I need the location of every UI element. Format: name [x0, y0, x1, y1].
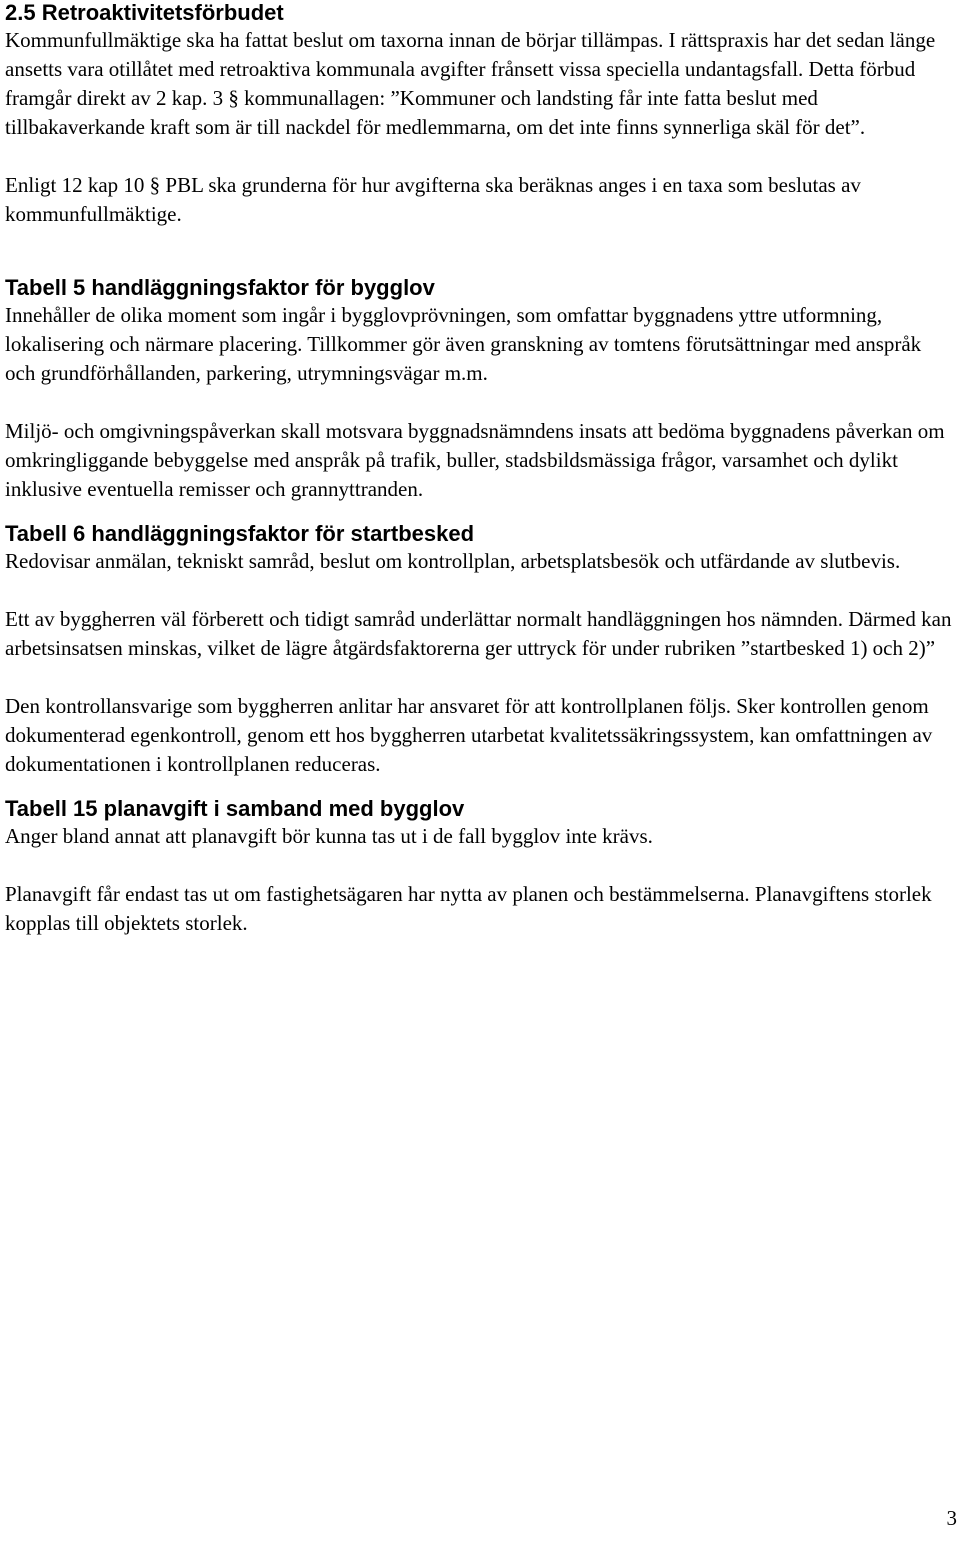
section-heading: 2.5 Retroaktivitetsförbudet	[5, 0, 284, 25]
table5-paragraph-1: Innehåller de olika moment som ingår i bygglovprövningen, som omfattar byggnadens yttre utformning, lokalisering och närmare placering. Tillkommer gör även granskning av tomtens förutsättningar med anspråk och grundförhållanden, parkering, utrymningsvägar m.m.	[5, 303, 922, 385]
table6-paragraph-1: Redovisar anmälan, tekniskt samråd, beslut om kontrollplan, arbetsplatsbesök och utfärdande av slutbevis.	[5, 549, 901, 573]
document-body	[5, 0, 955, 938]
section-paragraph-1: Kommunfullmäktige ska ha fattat beslut om taxorna innan de börjar tillämpas. I rättspraxis har det sedan länge ansetts vara otillåtet med retroaktiva kommunala avgifter frånsett vissa speciella undantagsfall. Detta förbud framgår direkt av 2 kap. 3 § kommunallagen: ”Kommuner och landsting får inte fatta beslut med tillbakaverkande kraft som är till nackdel för medlemmarna, om det inte finns synnerliga skäl för det”.	[5, 28, 936, 139]
table5-paragraph-2: Miljö- och omgivningspåverkan skall motsvara byggnadsnämndens insats att bedöma byggnadens påverkan om omkringliggande bebyggelse med anspråk på trafik, buller, stadsbildsmässiga frågor, varsamhet och dylikt inklusive eventuella remisser och grannyttranden.	[5, 419, 945, 501]
table6-paragraph-3: Den kontrollansvarige som byggherren anlitar har ansvaret för att kontrollplanen följs. Sker kontrollen genom dokumenterad egenkontroll, genom ett hos byggherren utarbetat kvalitetssäkringssystem, kan omfattningen av dokumentationen i kontrollplanen reduceras.	[5, 694, 933, 776]
table6-heading: Tabell 6 handläggningsfaktor för startbesked	[5, 521, 475, 546]
table15-heading: Tabell 15 planavgift i samband med bygglov	[5, 796, 465, 821]
page-number: 3	[946, 1506, 957, 1530]
table5-heading: Tabell 5 handläggningsfaktor för bygglov	[5, 275, 435, 300]
table15-paragraph-2: Planavgift får endast tas ut om fastighetsägaren har nytta av planen och bestämmelserna. Planavgiftens storlek kopplas till objektets storlek.	[5, 882, 932, 935]
section-paragraph-2: Enligt 12 kap 10 § PBL ska grunderna för hur avgifterna ska beräknas anges i en taxa som beslutas av kommunfullmäktige.	[5, 173, 861, 226]
table15-paragraph-1: Anger bland annat att planavgift bör kunna tas ut i de fall bygglov inte krävs.	[5, 824, 653, 848]
table6-paragraph-2: Ett av byggherren väl förberett och tidigt samråd underlättar normalt handläggningen hos nämnden. Därmed kan arbetsinsatsen minskas, vilket de lägre åtgärdsfaktorerna ger uttryck för under rubriken ”startbesked 1) och 2)”	[5, 607, 952, 660]
